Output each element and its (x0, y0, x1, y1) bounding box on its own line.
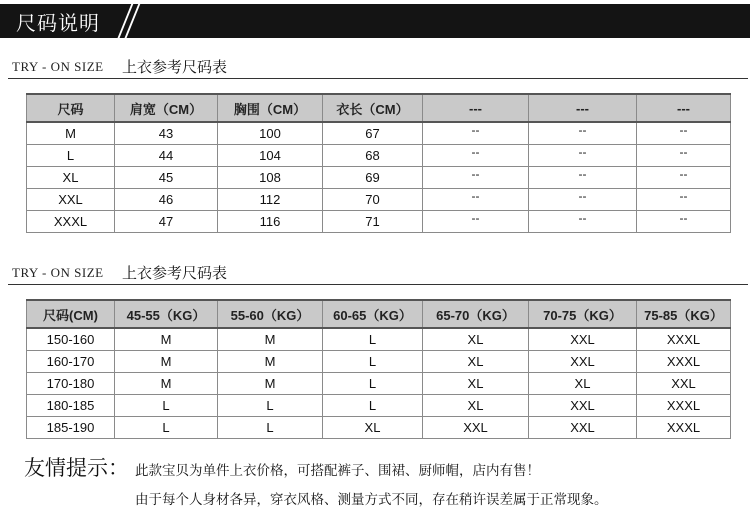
table-cell: XL (529, 372, 637, 394)
table-cell: L (218, 394, 323, 416)
table-cell: 70 (323, 188, 423, 210)
table-cell: 112 (218, 188, 323, 210)
table-cell: 100 (218, 122, 323, 144)
table-cell: L (323, 372, 423, 394)
section-title: 上衣参考尺码表 (122, 58, 228, 76)
table-row (27, 416, 731, 438)
column-header: 胸围（CM） (218, 94, 323, 122)
table-row (27, 144, 731, 166)
table-row (27, 122, 731, 144)
table-cell: -- (529, 166, 637, 188)
page-title: 尺码说明 (16, 11, 100, 35)
table-cell: 45 (115, 166, 218, 188)
table-row (27, 328, 731, 350)
table-cell: -- (529, 188, 637, 210)
column-header: 45-55（KG） (115, 300, 218, 328)
row-label-cell: XXXL (27, 210, 115, 232)
try-on-size-label: TRY - ON SIZE (12, 59, 104, 74)
friendly-tip-label: 友情提示： (24, 456, 129, 480)
table-cell: XL (323, 416, 423, 438)
table-cell: M (218, 328, 323, 350)
table-cell: XL (423, 372, 529, 394)
table-cell: 104 (218, 144, 323, 166)
row-label-cell: 170-180 (27, 372, 115, 394)
row-label-cell: L (27, 144, 115, 166)
row-label-cell: 185-190 (27, 416, 115, 438)
table-cell: 47 (115, 210, 218, 232)
table-cell: -- (423, 144, 529, 166)
table-row (27, 188, 731, 210)
column-header: --- (423, 94, 529, 122)
table-cell: -- (637, 144, 731, 166)
tip-text-line-2: 由于每个人身材各异，穿衣风格、测量方式不同，存在稍许误差属于正常现象。 (135, 492, 608, 508)
table-cell: -- (637, 122, 731, 144)
column-header: 衣长（CM） (323, 94, 423, 122)
size-table-measurements (26, 93, 731, 233)
table-cell: -- (637, 188, 731, 210)
table-cell: L (218, 416, 323, 438)
table-cell: 71 (323, 210, 423, 232)
table-cell: XXXL (637, 328, 731, 350)
table-cell: XXL (529, 328, 637, 350)
column-header: 尺码 (27, 94, 115, 122)
table-cell: M (115, 328, 218, 350)
table-cell: L (323, 394, 423, 416)
table-cell: L (323, 350, 423, 372)
table-cell: XXL (423, 416, 529, 438)
row-label-cell: XXL (27, 188, 115, 210)
header-bar (0, 4, 750, 38)
table-cell: -- (529, 210, 637, 232)
table-cell: 68 (323, 144, 423, 166)
table-cell: -- (423, 188, 529, 210)
table-cell: -- (529, 144, 637, 166)
column-header: 55-60（KG） (218, 300, 323, 328)
table-cell: 43 (115, 122, 218, 144)
table-cell: -- (529, 122, 637, 144)
table-cell: L (115, 394, 218, 416)
table-cell: XL (423, 394, 529, 416)
table-row (27, 394, 731, 416)
table-header-row (27, 300, 731, 328)
column-header: --- (529, 94, 637, 122)
table-header-row (27, 94, 731, 122)
table-cell: XXXL (637, 416, 731, 438)
column-header: 70-75（KG） (529, 300, 637, 328)
table-cell: XXL (529, 394, 637, 416)
try-on-size-label: TRY - ON SIZE (12, 265, 104, 280)
section-title: 上衣参考尺码表 (122, 264, 228, 282)
size-table-weight-height (26, 299, 731, 439)
table-row (27, 350, 731, 372)
row-label-cell: XL (27, 166, 115, 188)
table-cell: 108 (218, 166, 323, 188)
table-cell: XXXL (637, 394, 731, 416)
section-header-2 (8, 260, 748, 285)
column-header: 65-70（KG） (423, 300, 529, 328)
table-cell: -- (637, 210, 731, 232)
column-header: 60-65（KG） (323, 300, 423, 328)
table-cell: XXL (637, 372, 731, 394)
section-header-1 (8, 54, 748, 79)
row-label-cell: 160-170 (27, 350, 115, 372)
table-cell: 44 (115, 144, 218, 166)
table-cell: L (323, 328, 423, 350)
table-cell: 67 (323, 122, 423, 144)
table-row (27, 210, 731, 232)
table-cell: 46 (115, 188, 218, 210)
column-header: --- (637, 94, 731, 122)
table-cell: M (218, 350, 323, 372)
table-cell: XL (423, 350, 529, 372)
tip-text-line-1: 此款宝贝为单件上衣价格，可搭配裤子、围裙、厨师帽，店内有售！ (135, 463, 540, 479)
table-cell: -- (423, 210, 529, 232)
table-cell: 116 (218, 210, 323, 232)
row-label-cell: M (27, 122, 115, 144)
table-row (27, 166, 731, 188)
table-cell: M (115, 372, 218, 394)
table-cell: M (115, 350, 218, 372)
table-cell: -- (423, 122, 529, 144)
table-cell: M (218, 372, 323, 394)
table-cell: -- (423, 166, 529, 188)
table-cell: XXL (529, 416, 637, 438)
table-cell: XXL (529, 350, 637, 372)
table-cell: L (115, 416, 218, 438)
table-cell: 69 (323, 166, 423, 188)
column-header: 尺码(CM) (27, 300, 115, 328)
row-label-cell: 180-185 (27, 394, 115, 416)
table-cell: XL (423, 328, 529, 350)
row-label-cell: 150-160 (27, 328, 115, 350)
column-header: 肩宽（CM） (115, 94, 218, 122)
column-header: 75-85（KG） (637, 300, 731, 328)
table-row (27, 372, 731, 394)
table-cell: -- (637, 166, 731, 188)
table-cell: XXXL (637, 350, 731, 372)
